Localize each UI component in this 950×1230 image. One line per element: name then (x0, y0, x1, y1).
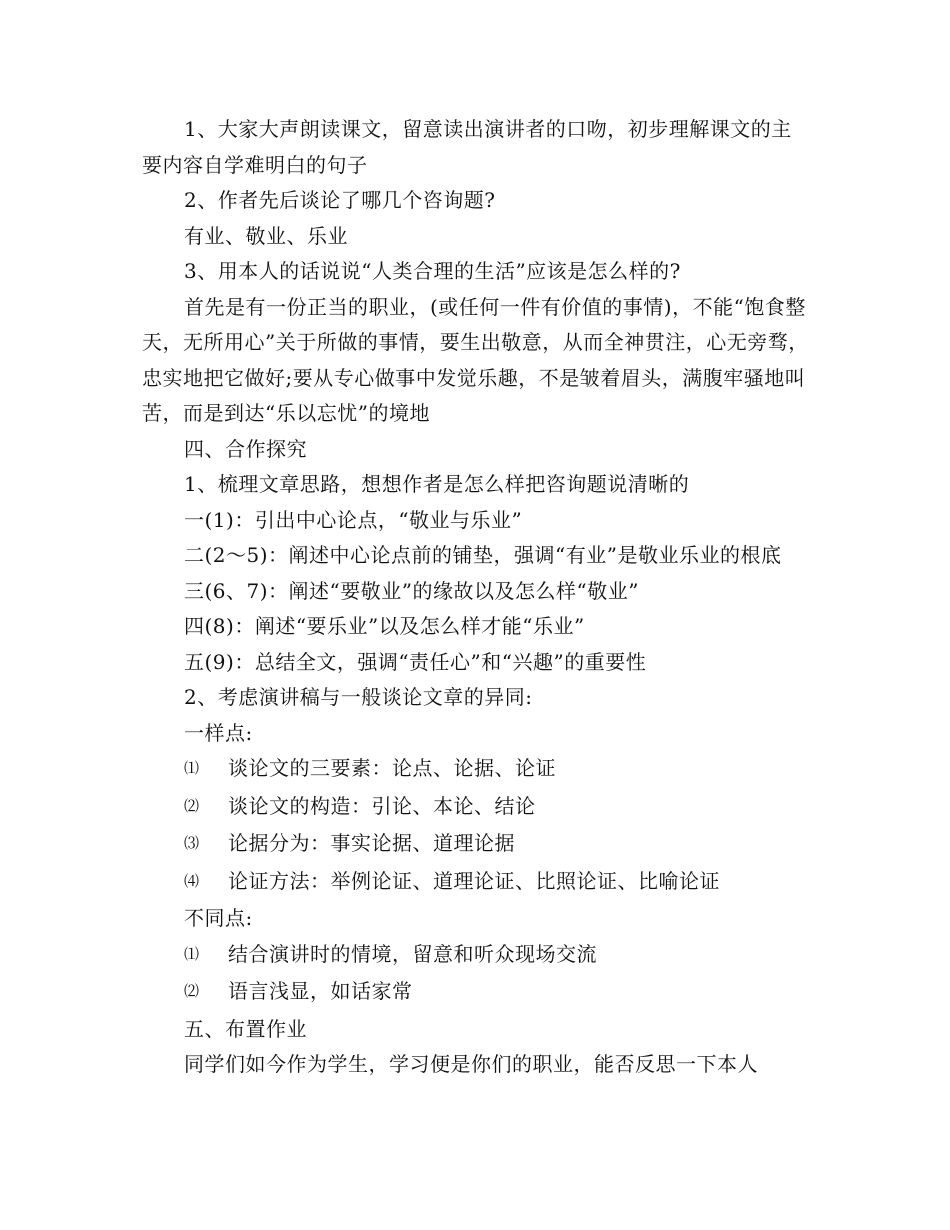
paragraph-answer-2: 有业、敬业、乐业 (184, 223, 348, 248)
list-text: 谈论文的三要素：论点、论据、论证 (228, 756, 556, 780)
paragraph-task-2: 2、作者先后谈论了哪几个咨询题? (184, 188, 496, 212)
list-item-difference-2 (142, 974, 810, 1012)
paragraph-structure-task: 1、梳理文章思路，想想作者是怎么样把咨询题说清晰的 (184, 472, 690, 496)
paragraph-task-3: 3、用本人的话说说“人类合理的生活”应该是怎么样的? (184, 259, 681, 283)
structure-part-5: 五(9)：总结全文，强调“责任心”和“兴趣”的重要性 (184, 649, 647, 674)
list-item-similarity-3 (142, 826, 810, 864)
section-heading-5: 五、布置作业 (184, 1016, 307, 1041)
list-number: ⑵ (184, 982, 200, 1000)
list-number: ⑶ (184, 834, 200, 852)
list-text: 论据分为：事实论据、道理论据 (228, 831, 515, 855)
similarities-heading: 一样点: (184, 720, 253, 745)
list-item-difference-1 (142, 937, 810, 975)
list-text: 谈论文的构造：引论、本论、结论 (228, 793, 536, 818)
differences-heading: 不同点: (184, 906, 253, 930)
list-item-similarity-4 (142, 864, 810, 902)
list-text: 语言浅显，如话家常 (228, 979, 413, 1003)
list-item-similarity-2 (142, 789, 810, 827)
paragraph-answer-3: 首先是有一份正当的职业，(或任何一件有价值的事情)，不能“饱食整天，无所用心”关于所做的事情，要生出敬意，从而全神贯注，心无旁骛，忠实地把它做好;要从专心做事中发觉乐趣，不是皱着眉头，满腹牢骚地叫苦，而是到达“乐以忘忧”的境地 (142, 294, 809, 425)
list-number: ⑷ (184, 871, 200, 890)
structure-part-2: 二(2～5)：阐述中心论点前的铺垫，强调“有业”是敬业乐业的根底 (184, 543, 782, 567)
paragraph-task-1: 1、大家大声朗读课文，留意读出演讲者的口吻，初步理解课文的主要内容自学难明白的句子 (142, 117, 792, 177)
list-number: ⑴ (184, 944, 200, 963)
list-number: ⑵ (184, 796, 200, 815)
paragraph-compare-task: 2、考虑演讲稿与一般谈论文章的异同: (184, 685, 533, 709)
structure-part-4: 四(8)：阐述“要乐业”以及怎么样才能“乐业” (184, 614, 585, 638)
structure-part-3: 三(6、7)：阐述“要敬业”的缘故以及怎么样“敬业” (184, 578, 639, 603)
list-text: 结合演讲时的情境，留意和听众现场交流 (228, 941, 597, 966)
structure-part-1: 一(1)：引出中心论点，“敬业与乐业” (184, 507, 523, 532)
paragraph-homework: 同学们如今作为学生，学习便是你们的职业，能否反思一下本人 (184, 1052, 758, 1076)
list-text: 论证方法：举例论证、道理论证、比照论证、比喻论证 (228, 868, 720, 893)
section-heading-4: 四、合作探究 (184, 436, 307, 461)
list-number: ⑴ (184, 759, 200, 777)
document-body (142, 112, 810, 1083)
list-item-similarity-1 (142, 751, 810, 789)
